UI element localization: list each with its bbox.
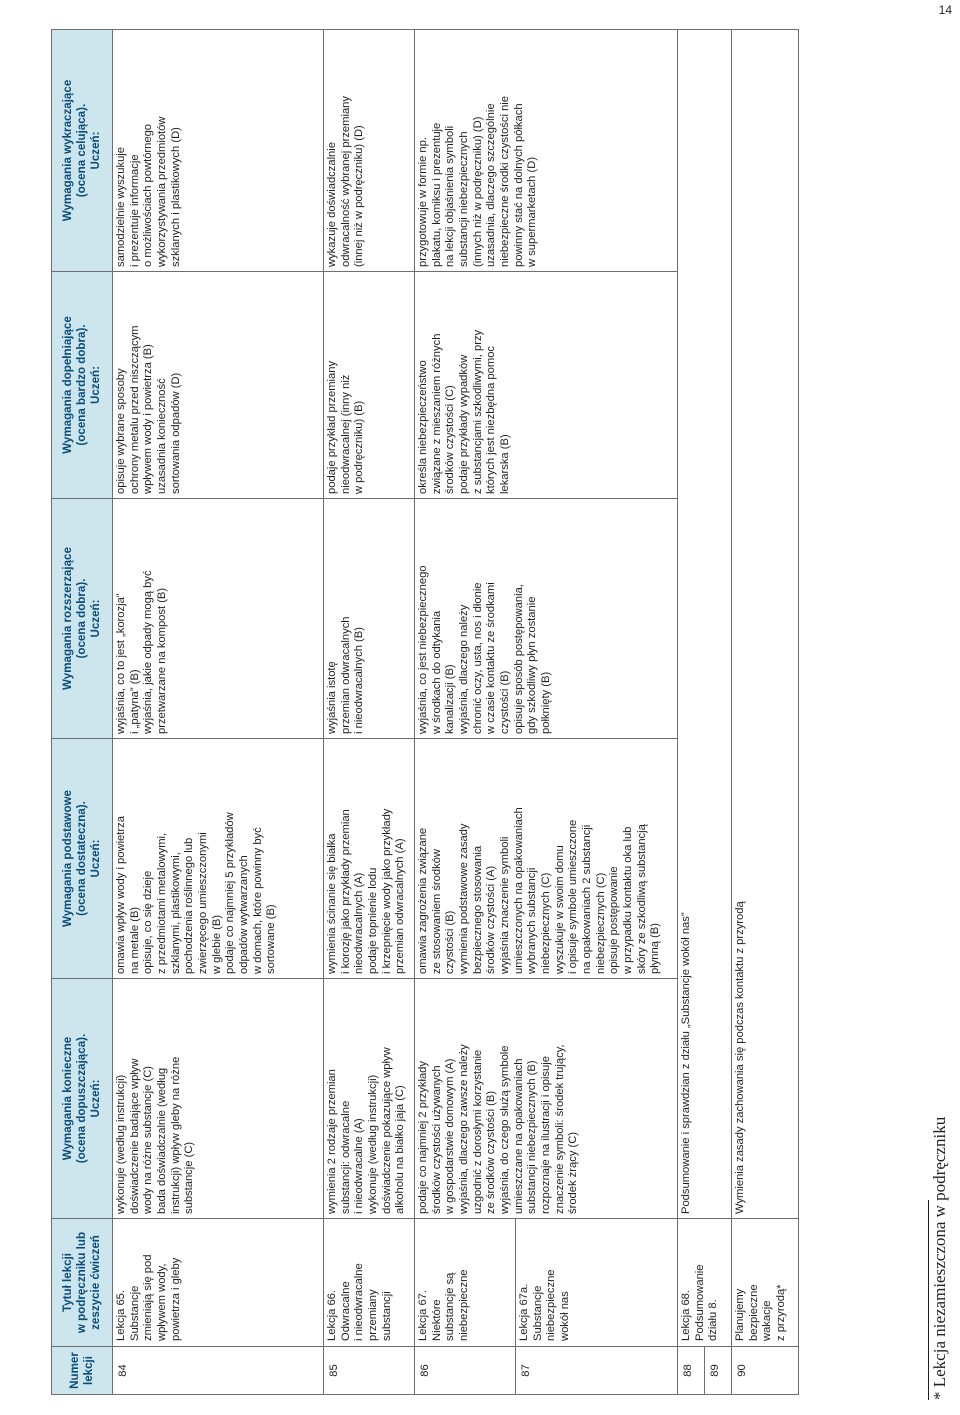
lesson-number: 84 — [113, 1347, 324, 1395]
lesson-title: Lekcja 65. Substancje zmieniają się pod wpływem wody, powietrza i gleby — [113, 1219, 324, 1347]
lesson-number: 90 — [732, 1347, 799, 1395]
rotated-table-wrapper — [51, 30, 917, 1395]
header-title: Tytuł lekcji w podręczniku lub zeszycie ćwiczeń — [52, 1219, 113, 1347]
req-konieczne-cell: podaje co najmniej 2 przykłady środków czystości używanych w gospodarstwie domowym (A) wyjaśnia, dlaczego zawsze należy uzgodnić z dorosłymi korzystanie ze środków czystości (B) wyjaśnia, do czego służą symbole umieszczane na opakowaniach substancji niebezpiecznych (B) rozpoznaje na ilustracji i opisuje znaczenie symboli: środek trujący, środek żrący (C) — [415, 979, 678, 1219]
req-podstawowe-cell: omawia wpływ wody i powietrza na metale (B) opisuje, co się dzieje z przedmiotami metalowymi, szklanymi, plastikowymi, pochodzenia roślinnego lub zwierzęcego umieszczonymi w glebie (B) podaje co najmniej 5 przykładów odpadów wytwarzanych w domach, które powinny być sortowane (B) — [113, 739, 324, 979]
req-rozszerzajace-cell: wyjaśnia, co jest niebezpiecznego w środkach do odtykania kanalizacji (B) wyjaśnia, dlaczego należy chronić oczy, usta, nos i dłonie w czasie kontaktu ze środkami czystości (B) opisuje sposób postępowania, gdy szkodliwy płyn zostanie połknięty (B) — [415, 499, 678, 739]
header-req-dopelniajace: Wymagania dopełniające (ocena bardzo dobra). Uczeń: — [52, 272, 113, 499]
req-wykraczajace-cell: samodzielnie wyszukuje i prezentuje informacje o możliwościach powtórnego wykorzystywania przedmiotów szklanych i plastikowych (D) — [113, 30, 324, 272]
req-dopelniajace-cell: opisuje wybrane sposoby ochrony metalu przed niszczącym wpływem wody i powietrza (B) uzasadnia konieczność sortowania odpadów (D) — [113, 272, 324, 499]
header-req-konieczne: Wymagania konieczne (ocena dopuszczająca). Uczeń: — [52, 979, 113, 1219]
table-row — [113, 30, 324, 1395]
footnote: * Lekcja niezamieszczona w podręczniku — [930, 1116, 949, 1400]
header-req-rozszerzajace: Wymagania rozszerzające (ocena dobra). Uczeń: — [52, 499, 113, 739]
lesson-title: Lekcja 68. Podsumowanie działu 8. — [678, 1219, 732, 1347]
req-konieczne-cell: wymienia 2 rodzaje przemian substancji: odwracalne i nieodwracalne (A) wykonuje (według instrukcji) doświadczenie pokazujące wpływ alkoholu na białko jaja (C) — [324, 979, 415, 1219]
summary-cell: Podsumowanie i sprawdzian z działu „Substancje wokół nas” — [678, 30, 732, 1219]
table-row — [415, 30, 516, 1395]
req-rozszerzajace-cell: wyjaśnia, co to jest „korozja” i „patyna” (B) wyjaśnia, jakie odpady mogą być przetwarzane na kompost (B) — [113, 499, 324, 739]
lesson-title: Lekcja 66. Odwracalne i nieodwracalne przemiany substancji — [324, 1219, 415, 1347]
table-row — [324, 30, 415, 1395]
header-req-podstawowe: Wymagania podstawowe (ocena dostateczna). Uczeń: — [52, 739, 113, 979]
req-podstawowe-cell: wymienia ścinanie się białka i korozję jako przykłady przemian nieodwracalnych (A) podaje topnienie lodu i krzepnięcie wody jako przykłady przemian odwracalnych (A) — [324, 739, 415, 979]
summary-cell: Wymienia zasady zachowania się podczas kontaktu z przyrodą — [732, 30, 799, 1219]
lesson-title: Lekcja 67a. Substancje niebezpieczne wokół nas — [516, 1219, 678, 1347]
table-row — [732, 30, 799, 1395]
lesson-number: 87 — [516, 1347, 678, 1395]
page-number: 14 — [938, 3, 952, 17]
table-header-row — [52, 30, 113, 1395]
req-wykraczajace-cell: wykazuje doświadczalnie odwracalność wybranej przemiany (innej niż w podręczniku) (D) — [324, 30, 415, 272]
req-rozszerzajace-cell: wyjaśnia istotę przemian odwracalnych i nieodwracalnych (B) — [324, 499, 415, 739]
requirements-table — [51, 29, 799, 1395]
footnote-rule — [928, 1200, 929, 1400]
lesson-number: 89 — [705, 1347, 732, 1395]
lesson-number: 88 — [678, 1347, 705, 1395]
req-konieczne-cell: wykonuje (według instrukcji) doświadczenie badające wpływ wody na różne substancje (C) bada doświadczalnie (według instrukcji) wpływ gleby na różne substancje (C) — [113, 979, 324, 1219]
header-req-wykraczajace: Wymagania wykraczające (ocena celująca). Uczeń: — [52, 30, 113, 272]
req-dopelniajace-cell: określa niebezpieczeństwo związane z mieszaniem różnych środków czystości (C) podaje przykłady wypadków z substancjami szkodliwymi, przy których jest niezbędna pomoc lekarska (B) — [415, 272, 678, 499]
lesson-title: Planujemy bezpieczne wakacje z przyrodą* — [732, 1219, 799, 1347]
req-podstawowe-cell: omawia zagrożenia związane ze stosowaniem środków czystości (B) wymienia podstawowe zasady bezpiecznego stosowania środków czystości (A) wyjaśnia znaczenie symboli umieszczonych na opakowaniach wybranych substancji niebezpiecznych (C) wyszukuje w swoim domu i opisuje symbole umieszczone na opakowaniach 2 substancji niebezpiecznych (C) opisuje postępowanie w przypadku kontaktu oka lub skóry ze szkodliwą substancją płynną (B) — [415, 739, 678, 979]
lesson-number: 85 — [324, 1347, 415, 1395]
header-number: Numer lekcji — [52, 1347, 113, 1395]
lesson-title: Lekcja 67. Niektóre substancje są niebezpieczne — [415, 1219, 516, 1347]
req-wykraczajace-cell: przygotowuje w formie np. plakatu, komiksu i prezentuje na lekcji objaśnienia symboli substancji niebezpiecznych (innych niż w podręczniku) (D) uzasadnia, dlaczego szczególnie niebezpieczne środki czystości nie powinny stać na dolnych półkach w supermarketach (D) — [415, 30, 678, 272]
table-row — [678, 30, 705, 1395]
req-dopelniajace-cell: podaje przykład przemiany nieodwracalnej (inny niż w podręczniku) (B) — [324, 272, 415, 499]
lesson-number: 86 — [415, 1347, 516, 1395]
